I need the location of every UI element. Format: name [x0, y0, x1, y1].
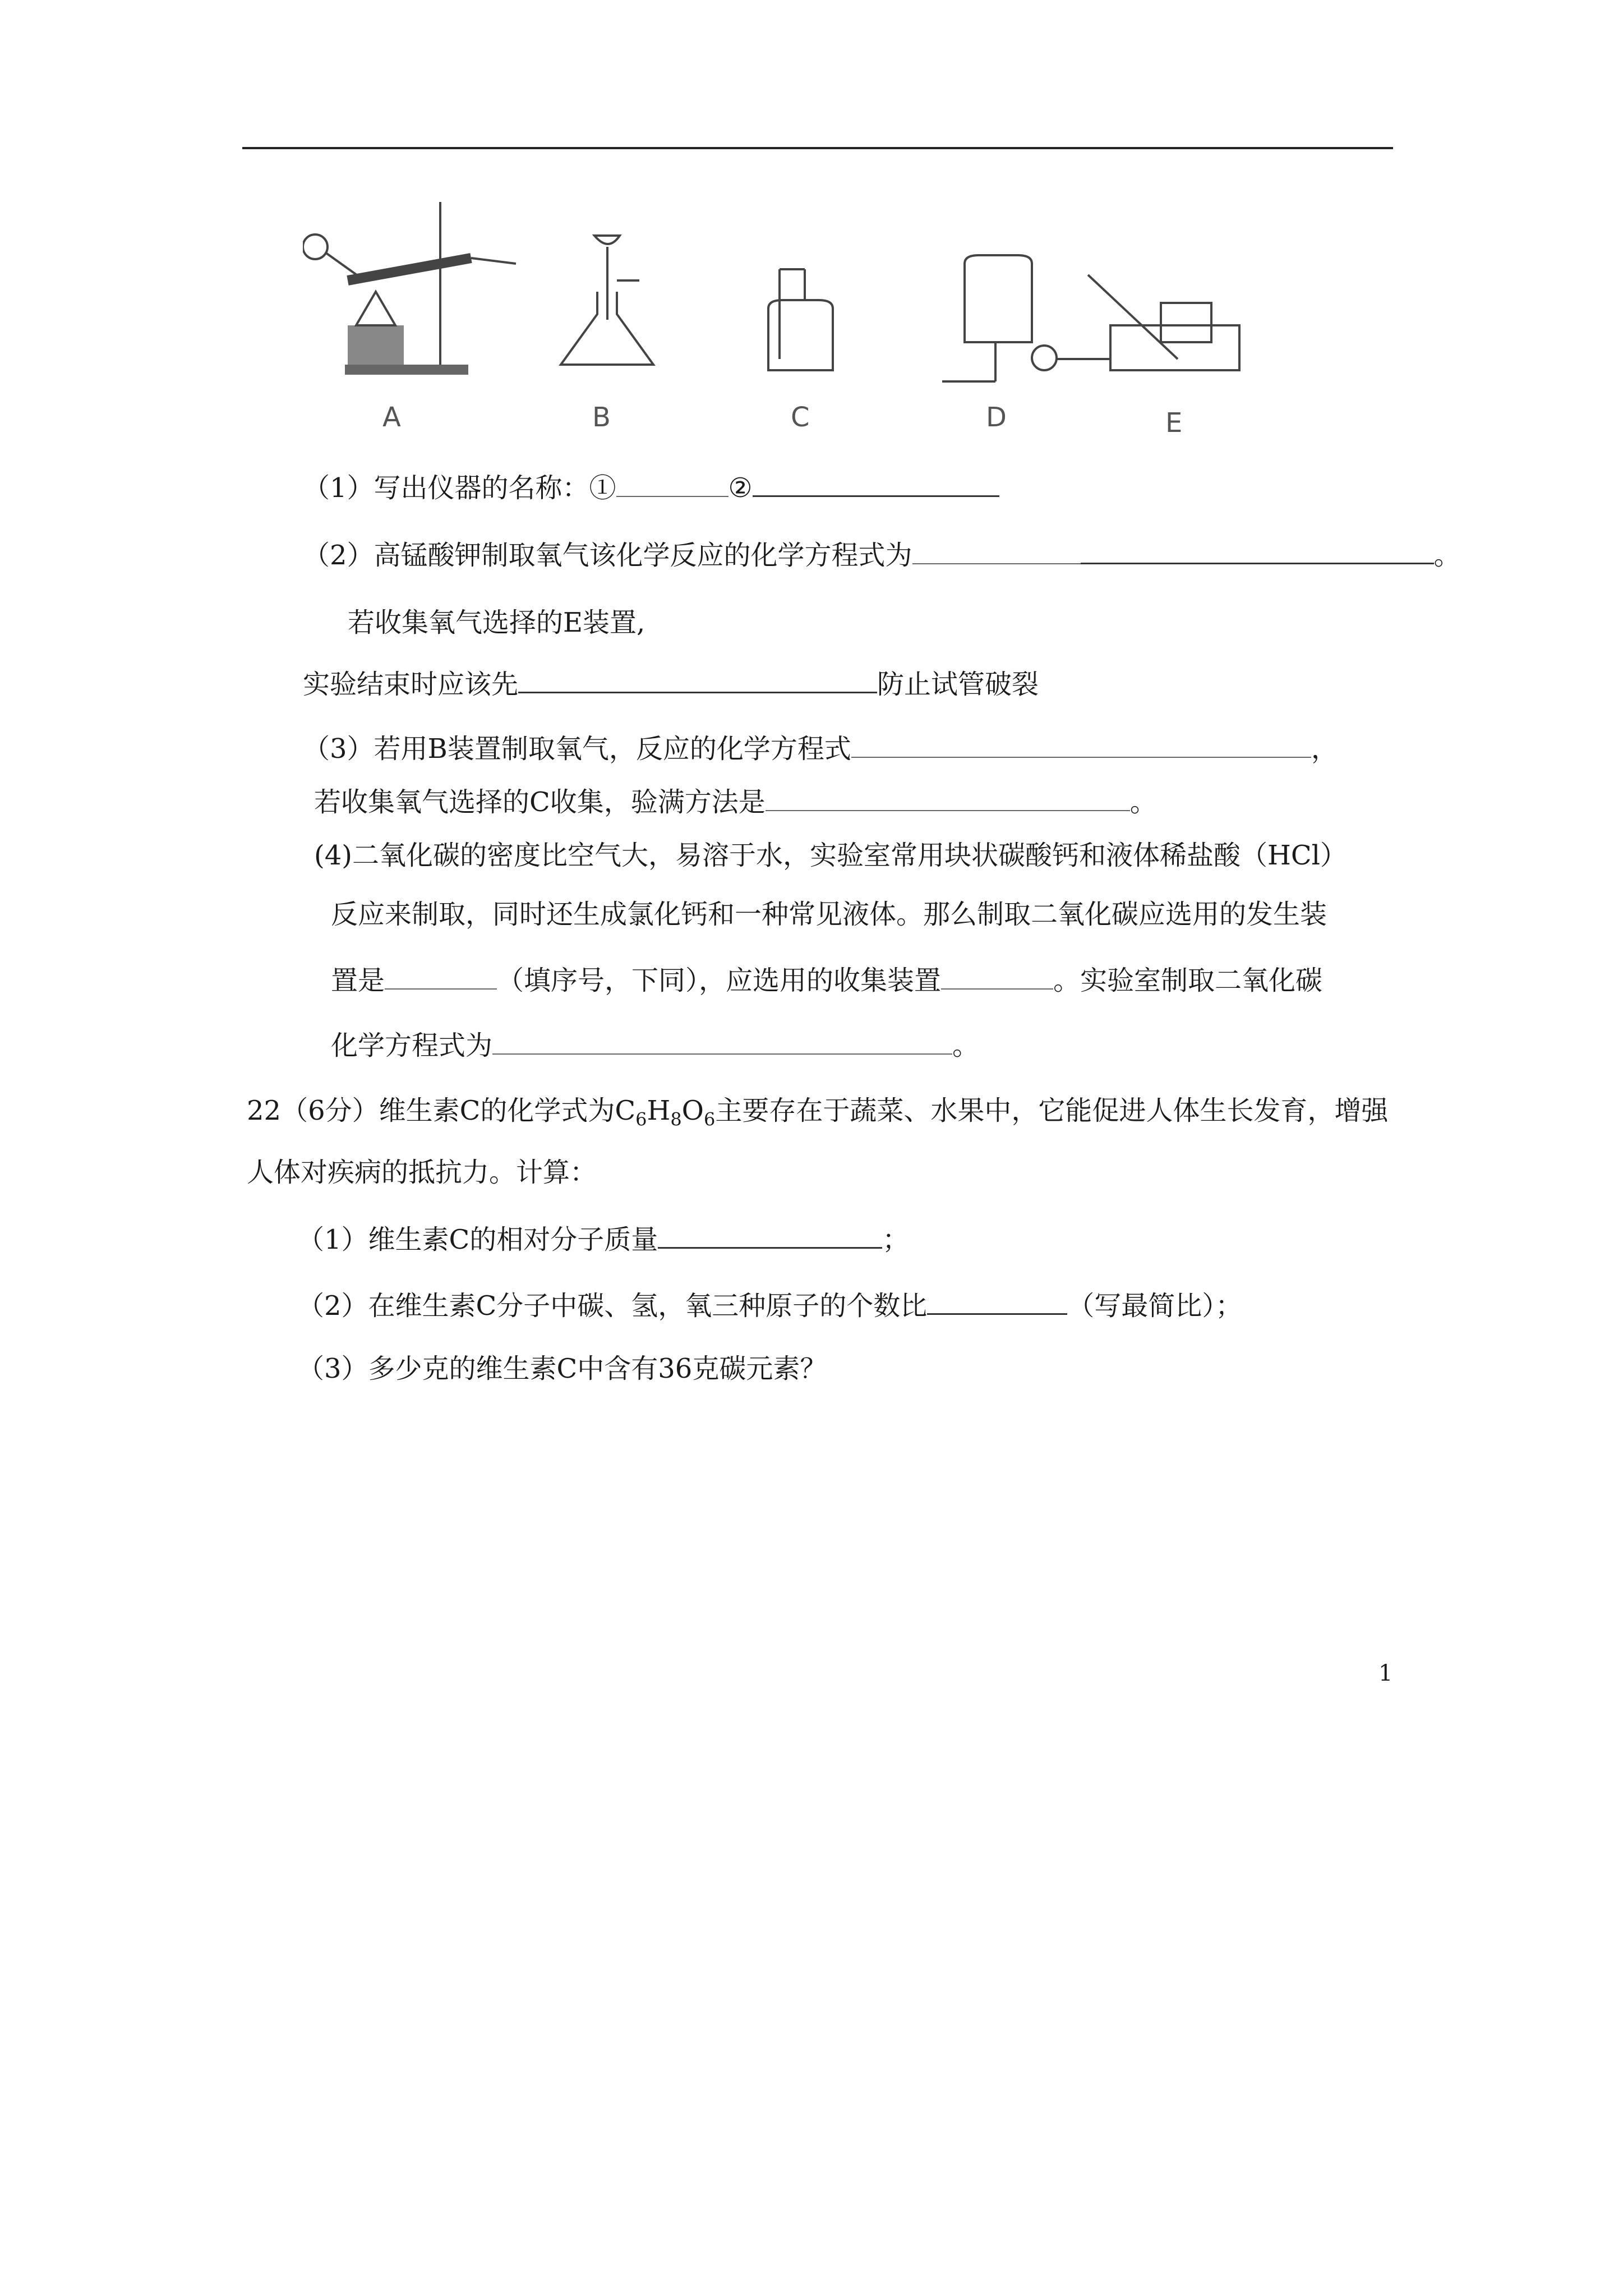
label-a: A [382, 402, 401, 433]
q21-part4d: 化学方程式为 。 [331, 1030, 980, 1061]
apparatus-a [303, 202, 516, 433]
q21-part4b: 反应来制取，同时还生成氯化钙和一种常见液体。那么制取二氧化碳应选用的发生装 [331, 899, 1327, 930]
page-number: 1 [1378, 1660, 1393, 1686]
blank-10[interactable] [658, 1225, 882, 1249]
q22-sub1: （1）维生素C的相对分子质量 ； [297, 1224, 910, 1255]
blank-1[interactable] [616, 473, 728, 497]
label-e: E [1165, 407, 1183, 439]
apparatus-c [768, 269, 833, 433]
blank-9[interactable] [492, 1031, 952, 1055]
blank-6[interactable] [766, 788, 1130, 811]
blank-2[interactable] [753, 473, 999, 497]
q22-sub3: （3）多少克的维生素C中含有36克碳元素？ [297, 1353, 827, 1384]
q21-part2b: 若收集氧气选择的E装置, [348, 607, 645, 638]
blank-4[interactable] [518, 669, 877, 693]
q21-part1: （1）写出仪器的名称：① ② [303, 471, 999, 505]
label-b: B [592, 402, 611, 433]
blank-8[interactable] [941, 966, 1053, 990]
vitamin-c-formula: $C_6H_8O_6$ [615, 1095, 716, 1130]
blank-7[interactable] [385, 966, 497, 990]
label-c: C [791, 402, 810, 433]
blank-3b[interactable] [1081, 540, 1434, 564]
apparatus-d [942, 255, 1032, 433]
label-d: D [986, 402, 1007, 433]
q21-part2: （2）高锰酸钾制取氧气该化学反应的化学方程式为 。 [303, 540, 1461, 571]
blank-11[interactable] [927, 1291, 1067, 1315]
blank-5[interactable] [851, 734, 1311, 758]
q21-part3b: 若收集氧气选择的C收集，验满方法是 。 [314, 786, 1157, 818]
q21-part4c: 置是 （填序号，下同），应选用的收集装置 。实验室制取二氧化碳 [331, 965, 1323, 996]
header-rule [242, 147, 1393, 149]
apparatus-b [561, 236, 653, 433]
apparatus-e [1032, 275, 1239, 439]
q21-part4a: (4)二氧化碳的密度比空气大，易溶于水，实验室常用块状碳酸钙和液体稀盐酸（HCl） [314, 840, 1347, 871]
q21-part2c: 实验结束时应该先 防止试管破裂 [303, 669, 1039, 700]
blank-3a[interactable] [912, 541, 1081, 564]
q22-intro-2: 人体对疾病的抵抗力。计算： [247, 1157, 597, 1188]
q21-part3: （3）若用B装置制取氧气，反应的化学方程式 ， [303, 733, 1338, 765]
apparatus-figure [303, 202, 1357, 449]
q22-sub2: （2）在维生素C分子中碳、氢，氧三种原子的个数比 （写最简比）； [297, 1290, 1243, 1322]
q22-intro: 22（6分）维生素C的化学式为$C_6H_8O_6$主要存在于蔬菜、水果中，它能促进人体生长发育，增强 [247, 1095, 1389, 1130]
